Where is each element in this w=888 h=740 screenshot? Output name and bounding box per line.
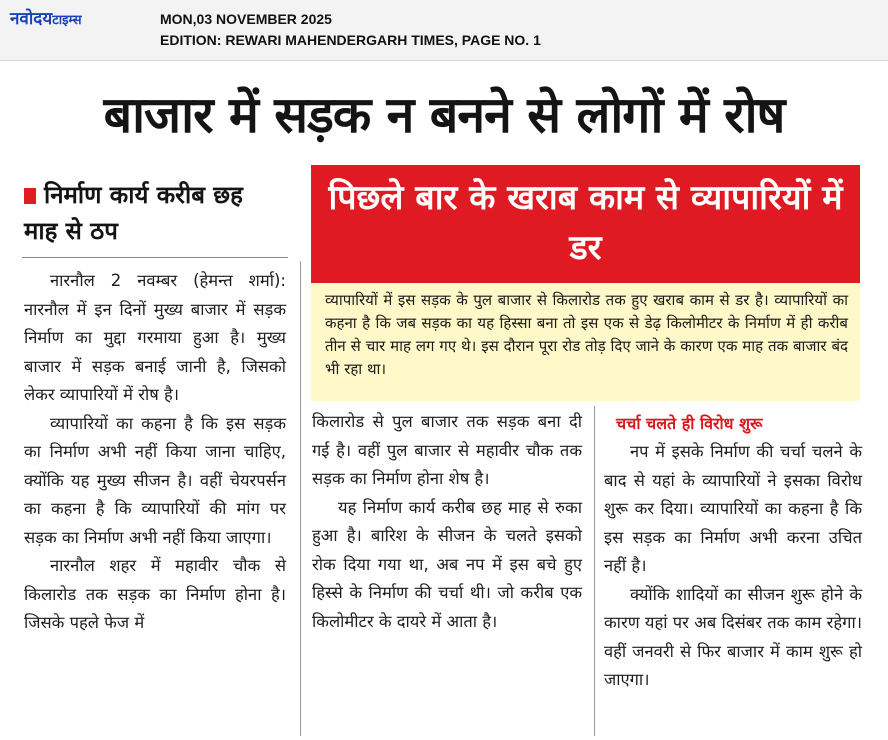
col1-paragraph-2: व्यापारियों का कहना है कि इस सड़क का निर्माण अभी नहीं किया जाना चाहिए, क्योंकि यह मुख्य सीजन है। वहीं चेयरपर्सन का कहना है कि व्यापारियों की मांग पर सड़क का निर्माण अभी नहीं किया जाएगा। <box>24 413 286 547</box>
logo-main: नवोदय <box>10 9 53 29</box>
column-divider <box>300 261 301 736</box>
bullet-square-icon <box>24 188 36 204</box>
highlight-body: व्यापारियों में इस सड़क के पुल बाजार से किलारोड तक हुए खराब काम से डर है। व्यापारियों का कहना है कि जब सड़क का यह हिस्सा बना तो इस एक से डेढ़ किलोमीटर के निर्माण में ही करीब तीन से चार माह लग गए थे। इस दौरान पूरा रोड तोड़ दिए जाने के कारण एक माह तक बाजार बंद भी रहा था। <box>311 283 860 401</box>
article-column-1 <box>24 267 286 638</box>
col3-paragraph-1: नप में इसके निर्माण की चर्चा चलने के बाद से यहां के व्यापारियों ने इसका विरोध शुरू कर दिया। व्यापारियों का कहना है कि इस सड़क का निर्माण अभी करना उचित नहीं है। <box>604 442 862 575</box>
highlight-title: पिछले बार के खराब काम से व्यापारियों में डर <box>311 165 860 283</box>
edition-info: EDITION: REWARI MAHENDERGARH TIMES, PAGE NO. 1 <box>160 32 541 48</box>
article-headline: बाजार में सड़क न बनने से लोगों में रोष <box>103 86 785 144</box>
article-subheadline <box>24 177 284 249</box>
col3-heading: चर्चा चलते ही विरोध शुरू <box>616 414 763 433</box>
col1-paragraph-1: नारनौल 2 नवम्बर (हेमन्त शर्मा): नारनौल में इन दिनों मुख्य बाजार में सड़क निर्माण का मुद्दा गरमाया हुआ है। मुख्य बाजार में सड़क बनाई जानी है, जिसको लेकर व्यापारियों में रोष है। <box>24 271 286 404</box>
col3-paragraph-2: क्योंकि शादियों का सीजन शुरू होने के कारण यहां पर अब दिसंबर तक काम रहेगा। वहीं जनवरी से फिर बाजार में काम शुरू हो जाएगा। <box>604 584 862 689</box>
col2-paragraph-1: किलारोड से पुल बाजार तक सड़क बना दी गई है। वहीं पुल बाजार से महावीर चौक तक सड़क का निर्माण होना शेष है। <box>312 412 582 488</box>
article-column-3 <box>604 410 862 695</box>
edition-header <box>0 0 888 61</box>
col1-paragraph-3: नारनौल शहर में महावीर चौक से किलारोड तक सड़क का निर्माण होना है। जिसके पहले फेज में <box>24 556 286 632</box>
news-clipping <box>0 61 888 740</box>
edition-meta <box>160 9 541 51</box>
subheadline-text: निर्माण कार्य करीब छह माह से ठप <box>24 181 243 245</box>
logo-sub: टाइम्स <box>52 13 82 28</box>
column-divider <box>594 406 595 736</box>
newspaper-logo[interactable] <box>10 6 82 36</box>
article-column-2 <box>312 408 582 636</box>
edition-date: MON,03 NOVEMBER 2025 <box>160 11 332 27</box>
col2-paragraph-2: यह निर्माण कार्य करीब छह माह से रुका हुआ है। बारिश के सीजन के चलते इसको रोक दिया गया था, अब नप में इस बचे हुए हिस्से के निर्माण की चर्चा थी। जो करीब एक किलोमीटर के दायरे में आता है। <box>312 497 582 631</box>
divider <box>22 257 288 258</box>
